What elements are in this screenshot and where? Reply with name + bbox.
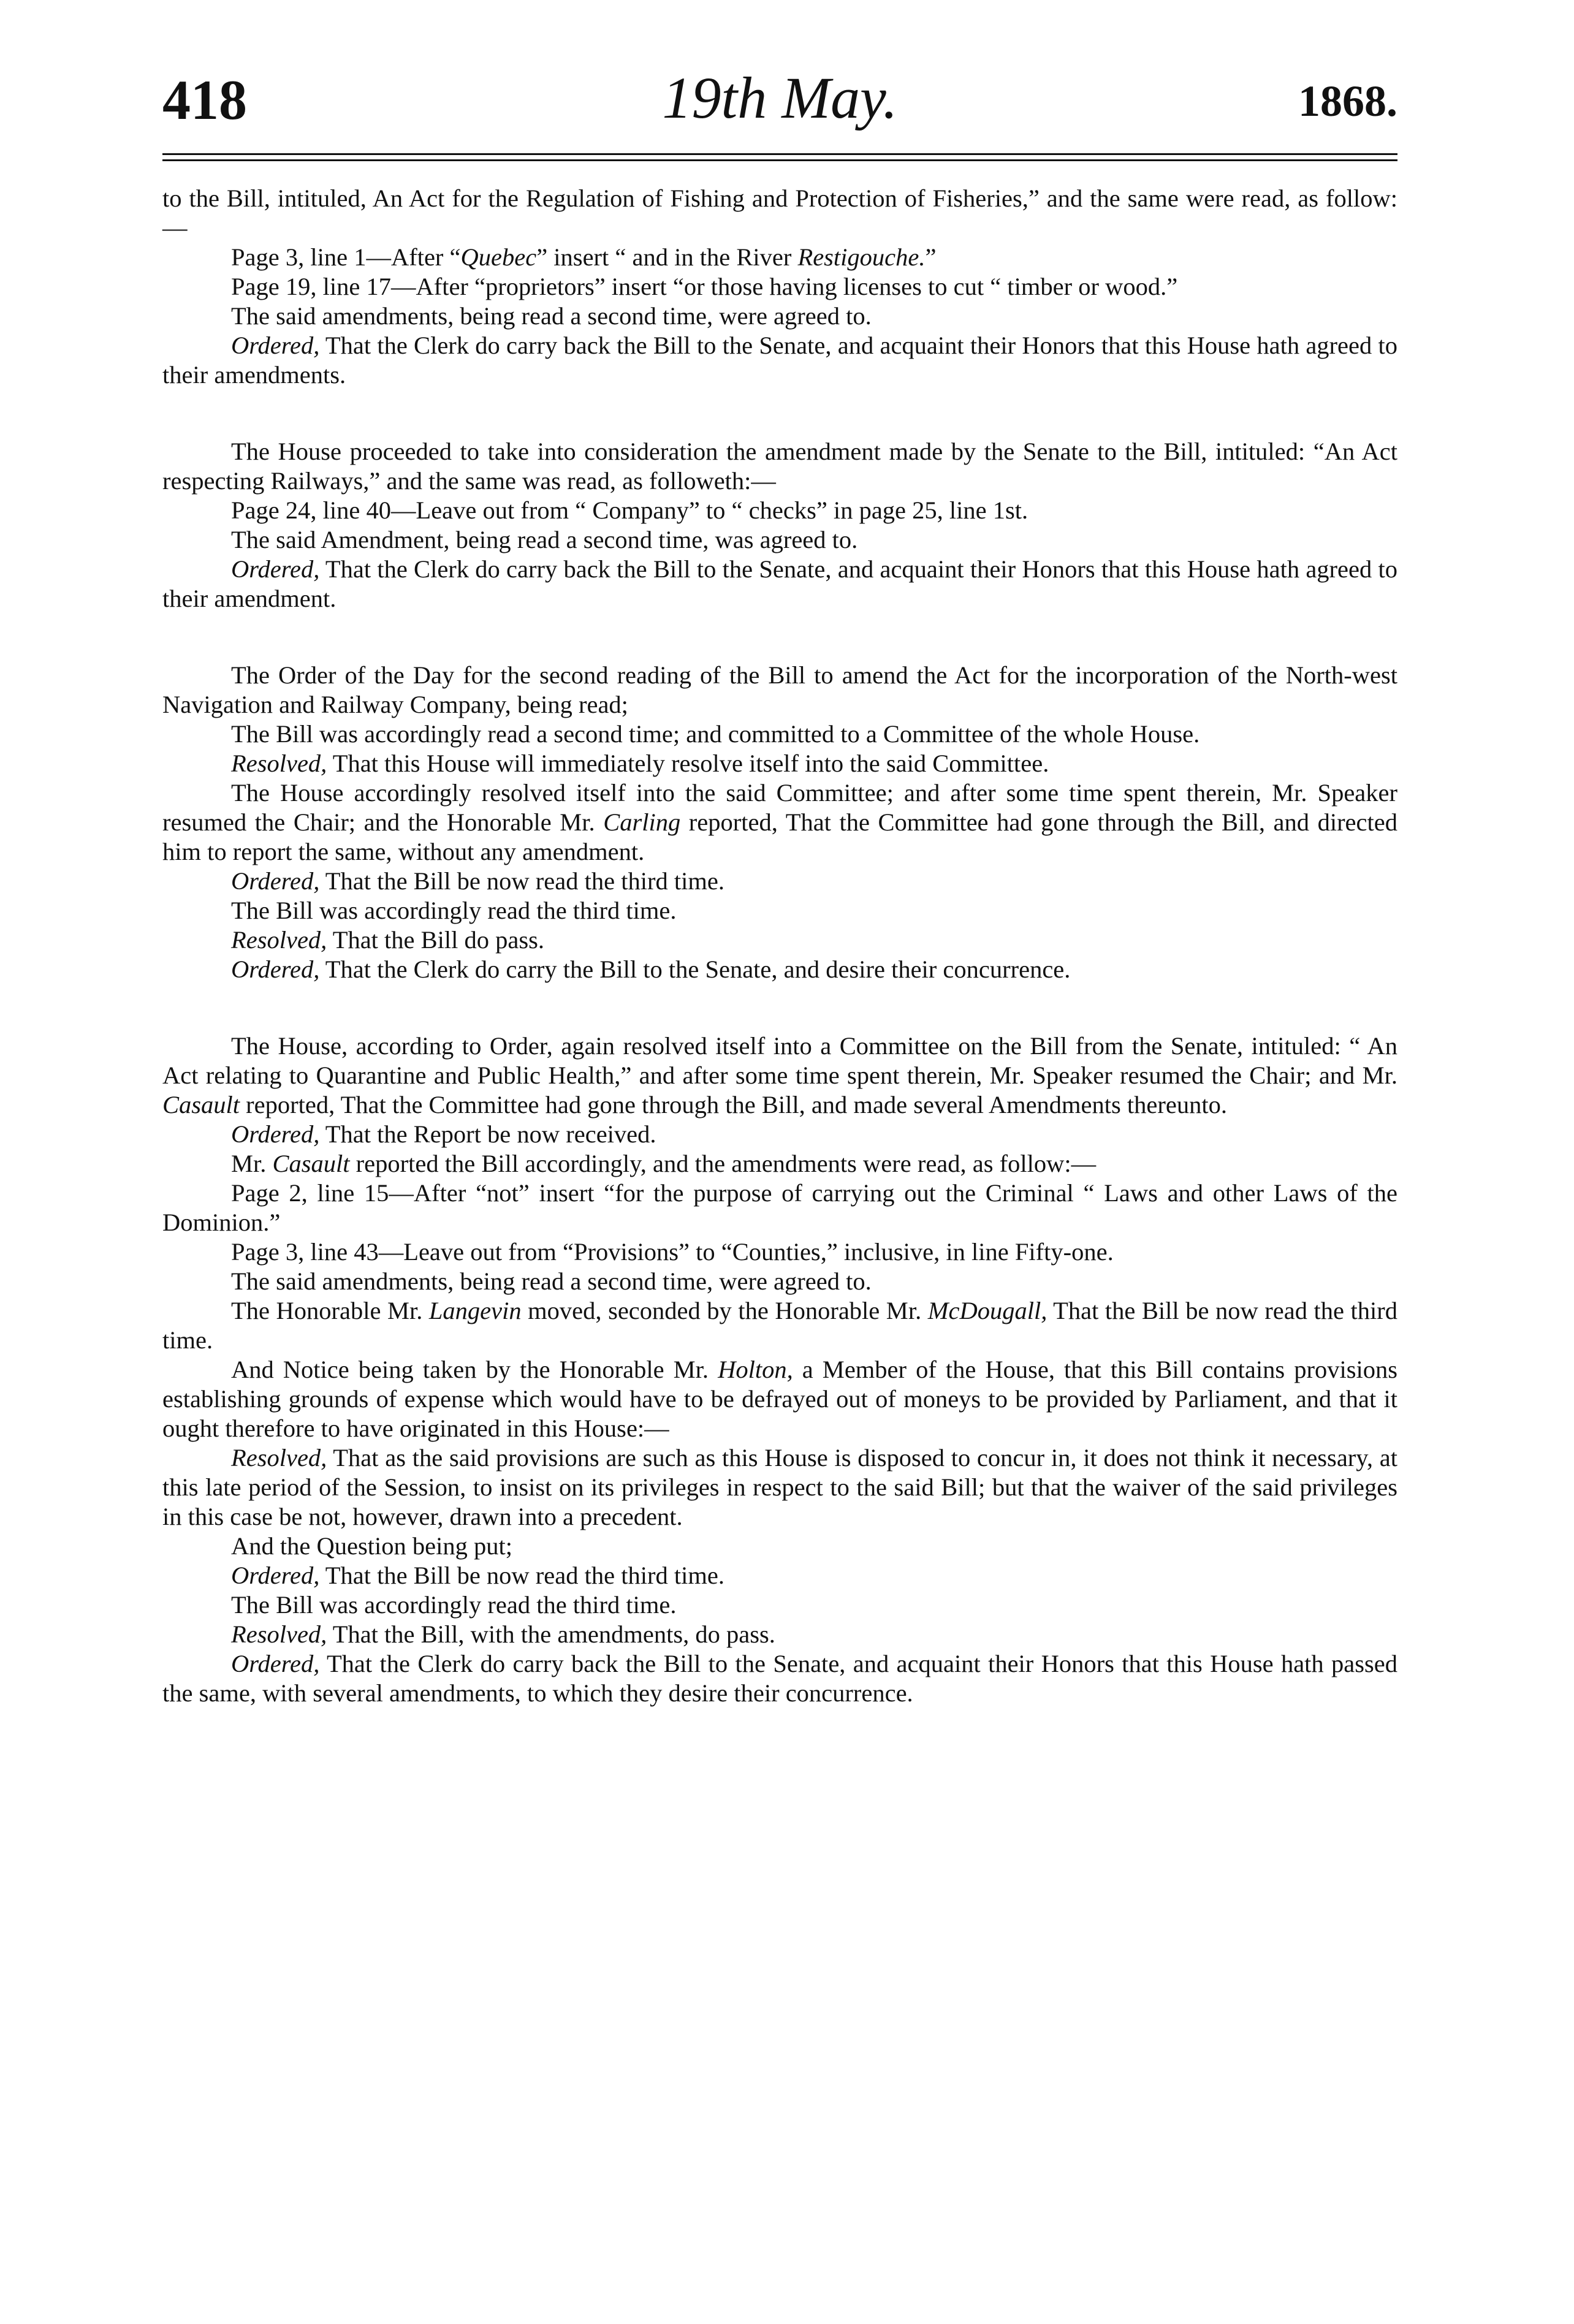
page-date: 19th May. bbox=[662, 65, 898, 131]
quarantine-amendment-2: Page 3, line 43—Leave out from “Provisions” to “Counties,” inclusive, in line Fifty-one. bbox=[231, 1238, 1114, 1266]
navigation-resolved-committee: Resolved, That this House will immediately resolve itself into the said Committee. bbox=[231, 750, 1049, 777]
navigation-committee-report: The House accordingly resolved itself into the said Committee; and after some time spent therein, Mr. Speaker resumed the Chair; and the Honorable Mr. Carling reported, That the Committee had gone through the Bill, and directed him to report the same, without any amendment. bbox=[162, 779, 1397, 865]
header-rule-bottom bbox=[162, 159, 1397, 161]
fisheries-ordered: Ordered, That the Clerk do carry back the Bill to the Senate, and acquaint their Honors that this House hath agreed to their amendments. bbox=[162, 332, 1397, 389]
railways-amendment: Page 24, line 40—Leave out from “ Company” to “ checks” in page 25, line 1st. bbox=[231, 496, 1028, 524]
member-mcdougall: McDougall, bbox=[927, 1297, 1047, 1324]
quarantine-question-put: And the Question being put; bbox=[231, 1532, 512, 1560]
section-gap bbox=[162, 984, 1397, 1031]
river-restigouche: Restigouche. bbox=[797, 243, 926, 271]
quarantine-report-read: Mr. Casault reported the Bill accordingly, and the amendments were read, as follow:— bbox=[231, 1150, 1097, 1177]
fisheries-agreed: The said amendments, being read a second time, were agreed to. bbox=[231, 302, 872, 330]
member-casault: Casault bbox=[272, 1150, 350, 1177]
navigation-resolved-pass: Resolved, That the Bill do pass. bbox=[231, 926, 545, 954]
quarantine-amendment-1: Page 2, line 15—After “not” insert “for the purpose of carrying out the Criminal “ Laws and other Laws of the Dominion.” bbox=[162, 1179, 1397, 1236]
quarantine-resolved-pass: Resolved, That the Bill, with the amendments, do pass. bbox=[231, 1620, 775, 1648]
navigation-order-of-day: The Order of the Day for the second reading of the Bill to amend the Act for the incorporation of the North-west Navigation and Railway Company, being read; bbox=[162, 661, 1397, 718]
place-quebec: Quebec bbox=[460, 243, 537, 271]
fisheries-amendment-2: Page 19, line 17—After “proprietors” insert “or those having licenses to cut “ timber or wood.” bbox=[231, 273, 1178, 300]
quarantine-ordered-senate: Ordered, That the Clerk do carry back the Bill to the Senate, and acquaint their Honors that this House hath passed the same, with several amendments, to which they desire their concurrence. bbox=[162, 1650, 1397, 1707]
section-gap bbox=[162, 390, 1397, 437]
quarantine-resolved-privileges: Resolved, That as the said provisions are such as this House is disposed to concur in, it does not think it necessary, at this late period of the Session, to insist on its privileges in respect to the said Bill; but that the waiver of the said privileges in this case be not, however, drawn into a precedent. bbox=[162, 1444, 1397, 1530]
quarantine-notice: And Notice being taken by the Honorable Mr. Holton, a Member of the House, that this Bill contains provisions establishing grounds of expense which would have to be defrayed out of moneys to be provided by Parliament, and that it ought therefore to have originated in this House:— bbox=[162, 1356, 1397, 1442]
page-number: 418 bbox=[162, 69, 247, 131]
quarantine-ordered-report: Ordered, That the Report be now received. bbox=[231, 1120, 656, 1148]
fisheries-amendment-1: Page 3, line 1—After “Quebec” insert “ and in the River Restigouche.” bbox=[231, 243, 937, 271]
member-langevin: Langevin bbox=[428, 1297, 522, 1324]
navigation-third-reading: The Bill was accordingly read the third time. bbox=[231, 897, 677, 924]
header-rule-top bbox=[162, 153, 1397, 155]
section-gap bbox=[162, 613, 1397, 661]
quarantine-third-reading: The Bill was accordingly read the third time. bbox=[231, 1591, 677, 1619]
member-holton: Holton, bbox=[718, 1356, 793, 1383]
railways-agreed: The said Amendment, being read a second time, was agreed to. bbox=[231, 526, 858, 553]
page-year: 1868. bbox=[1298, 77, 1397, 126]
page-header bbox=[162, 67, 1397, 141]
quarantine-motion: The Honorable Mr. Langevin moved, seconded by the Honorable Mr. McDougall, That the Bill be now read the third time. bbox=[162, 1297, 1397, 1354]
member-casault: Casault bbox=[162, 1091, 240, 1118]
navigation-second-reading: The Bill was accordingly read a second time; and committed to a Committee of the whole House. bbox=[231, 720, 1200, 748]
journal-text bbox=[162, 184, 1397, 1708]
quarantine-committee: The House, according to Order, again resolved itself into a Committee on the Bill from the Senate, intituled: “ An Act relating to Quarantine and Public Health,” and after some time spent therein, Mr. Speaker resumed the Chair; and Mr. Casault reported, That the Committee had gone through the Bill, and made several Amendments thereunto. bbox=[162, 1032, 1397, 1118]
member-carling: Carling bbox=[603, 808, 681, 836]
navigation-ordered-third: Ordered, That the Bill be now read the third time. bbox=[231, 867, 724, 895]
railways-ordered: Ordered, That the Clerk do carry back the Bill to the Senate, and acquaint their Honors that this House hath agreed to their amendment. bbox=[162, 555, 1397, 612]
quarantine-agreed: The said amendments, being read a second time, were agreed to. bbox=[231, 1267, 872, 1295]
fisheries-intro: to the Bill, intituled, An Act for the Regulation of Fishing and Protection of Fisheries,” and the same were read, as follow:— bbox=[162, 184, 1397, 241]
navigation-ordered-senate: Ordered, That the Clerk do carry the Bill to the Senate, and desire their concurrence. bbox=[231, 955, 1071, 983]
quarantine-ordered-third: Ordered, That the Bill be now read the third time. bbox=[231, 1562, 724, 1589]
railways-intro: The House proceeded to take into consideration the amendment made by the Senate to the Bill, intituled: “An Act respecting Railways,” and the same was read, as followeth:— bbox=[162, 438, 1397, 495]
